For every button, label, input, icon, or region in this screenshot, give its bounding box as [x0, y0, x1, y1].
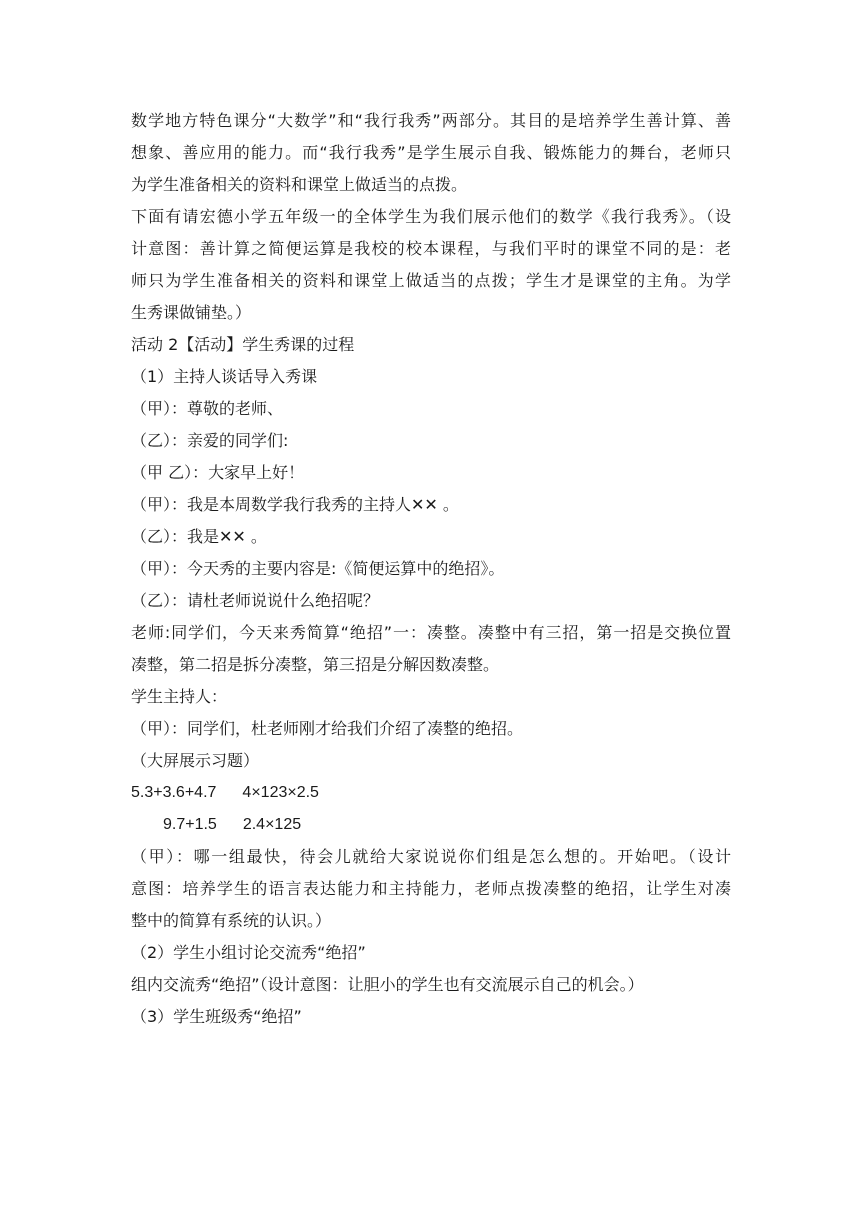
text-line: （甲）：哪一组最快，待会儿就给大家说说你们组是怎么想的。开始吧。（设计: [131, 847, 731, 866]
text-line: 数学地方特色课分“大数学”和“我行我秀”两部分。其目的是培养学生善计算、善: [131, 111, 731, 130]
text-line: 师只为学生准备相关的资料和课堂上做适当的点拨；学生才是课堂的主角。为学: [131, 271, 731, 290]
text-line: 生秀课做铺垫。）: [131, 303, 252, 322]
text-line: 凑整，第二招是拆分凑整，第三招是分解因数凑整。: [131, 655, 500, 674]
exercise-item: 9.7+1.5: [163, 816, 217, 833]
invite-paragraph: [131, 201, 731, 329]
step-2-detail: 组内交流秀“绝招”（设计意图：让胆小的学生也有交流展示自己的机会。）: [131, 975, 644, 994]
text-line: 为学生准备相关的资料和课堂上做适当的点拨。: [131, 175, 468, 194]
dialog-line: （甲）：我是本周数学我行我秀的主持人✕✕ 。: [131, 495, 459, 514]
step-3-heading: （3）学生班级秀“绝招”: [131, 1007, 302, 1026]
host-dialog: [131, 393, 731, 617]
text-line: 下面有请宏德小学五年级一的全体学生为我们展示他们的数学《我行我秀》。（设: [131, 207, 731, 226]
text-line: 整中的简算有系统的认识。）: [131, 911, 332, 930]
dialog-line: （甲）：今天秀的主要内容是:《简便运算中的绝招》。: [131, 559, 505, 578]
fastest-paragraph: [131, 841, 731, 937]
document-body: [131, 105, 731, 1033]
exercise-block: [131, 777, 731, 841]
text-line: 想象、善应用的能力。而“我行我秀”是学生展示自我、锻炼能力的舞台，老师只: [131, 143, 731, 162]
text-line: 意图：培养学生的语言表达能力和主持能力，老师点拨凑整的绝招，让学生对凑: [131, 879, 731, 898]
step-1-heading: （1）主持人谈话导入秀课: [131, 367, 318, 386]
exercise-item: 2.4×125: [242, 816, 302, 833]
step-2-heading: （2）学生小组讨论交流秀“绝招”: [131, 943, 366, 962]
exercise-item: 4×123×2.5: [242, 784, 319, 801]
student-host-label: 学生主持人：: [131, 687, 228, 706]
exercise-item: 5.3+3.6+4.7: [131, 784, 217, 801]
screen-note: （大屏展示习题）: [131, 751, 260, 770]
host-line: （甲）：同学们，杜老师刚才给我们介绍了凑整的绝招。: [131, 719, 524, 738]
dialog-line: （乙）：请杜老师说说什么绝招呢？: [131, 591, 380, 610]
exercise-row: [131, 809, 731, 841]
exercise-row: [131, 777, 731, 809]
text-line: 老师:同学们，今天来秀简算“绝招”一：凑整。凑整中有三招，第一招是交换位置: [131, 623, 731, 642]
intro-paragraph: [131, 105, 731, 201]
activity-heading: 活动 2【活动】学生秀课的过程: [131, 335, 355, 354]
text-line: 计意图：善计算之简便运算是我校的校本课程，与我们平时的课堂不同的是：老: [131, 239, 731, 258]
dialog-line: （乙）：亲爱的同学们:: [131, 431, 289, 450]
teacher-speech: [131, 617, 731, 681]
dialog-line: （乙）：我是✕✕ 。: [131, 527, 267, 546]
dialog-line: （甲 乙）：大家早上好！: [131, 463, 305, 482]
dialog-line: （甲）：尊敬的老师、: [131, 399, 284, 418]
